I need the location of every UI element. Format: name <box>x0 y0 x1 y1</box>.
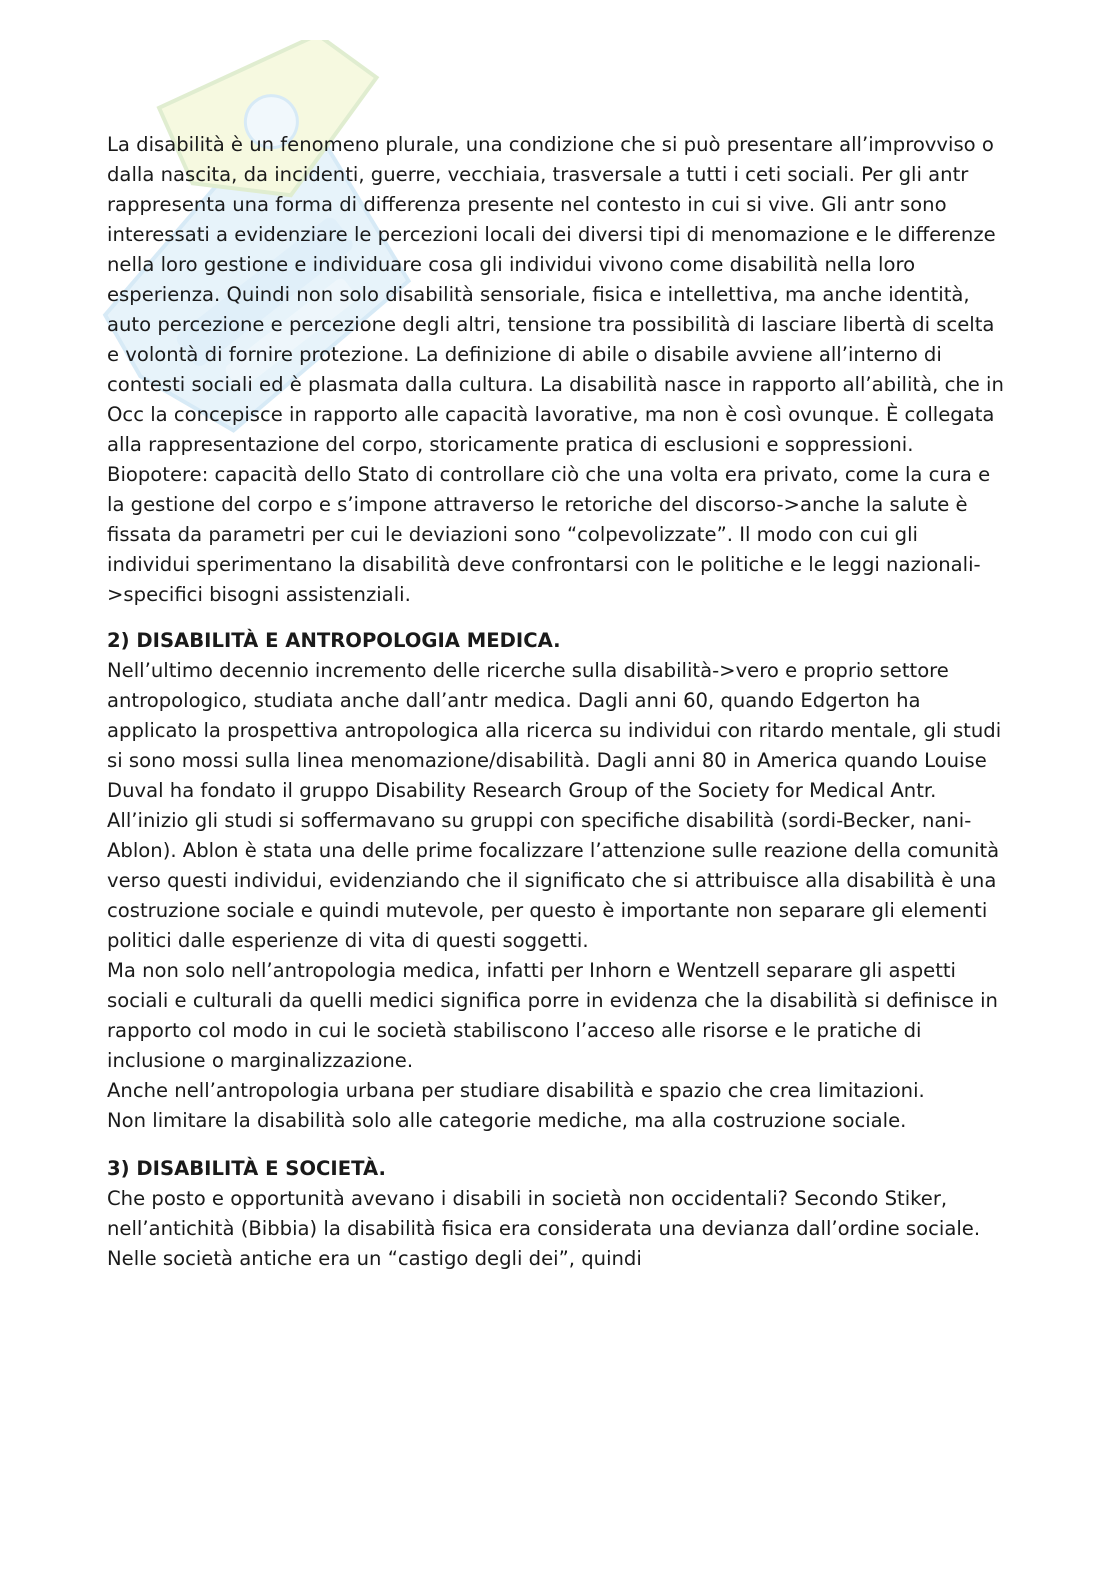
section-2-paragraph-1: Nell’ultimo decennio incremento delle ricerche sulla disabilità->vero e proprio settore antropologico, studiata anche dall’antr medica. Dagli anni 60, quando Edgerton ha applicato la prospettiva antropologica alla ricerca su individui con ritardo mentale, gli studi si sono mossi sulla linea menomazione/disabilità. Dagli anni 80 in America quando Louise Duval ha fondato il gruppo Disability Research Group of the Society for Medical Antr. All’inizio gli studi si soffermavano su gruppi con specifiche disabilità (sordi-Becker, nani-Ablon). Ablon è stata una delle prime focalizzare l’attenzione sulle reazione della comunità verso questi individui, evidenziando che il significato che si attribuisce alla disabilità è una costruzione sociale e quindi mutevole, per questo è importante non separare gli elementi politici dalle esperienze di vita di questi soggetti. <box>107 659 1002 952</box>
section-2-heading: 2) DISABILITÀ E ANTROPOLOGIA MEDICA. <box>107 629 561 652</box>
document-body <box>107 130 1007 1274</box>
section-2-paragraph-3: Anche nell’antropologia urbana per studiare disabilità e spazio che crea limitazioni. <box>107 1079 925 1102</box>
section-3-paragraph-1: Che posto e opportunità avevano i disabili in società non occidentali? Secondo Stiker, nell’antichità (Bibbia) la disabilità fisica era considerata una devianza dall’ordine sociale. Nelle società antiche era un “castigo degli dei”, quindi <box>107 1187 981 1270</box>
section-3-heading: 3) DISABILITÀ E SOCIETÀ. <box>107 1157 386 1180</box>
intro-paragraph: La disabilità è un fenomeno plurale, una condizione che si può presentare all’improvviso o dalla nascita, da incidenti, guerre, vecchiaia, trasversale a tutti i ceti sociali. Per gli antr rappresenta una forma di differenza presente nel contesto in cui si vive. Gli antr sono interessati a evidenziare le percezioni locali dei diversi tipi di menomazione e le differenze nella loro gestione e individuare cosa gli individui vivono come disabilità nella loro esperienza. Quindi non solo disabilità sensoriale, fisica e intellettiva, ma anche identità, auto percezione e percezione degli altri, tensione tra possibilità di lasciare libertà di scelta e volontà di fornire protezione. La definizione di abile o disabile avviene all’interno di contesti sociali ed è plasmata dalla cultura. La disabilità nasce in rapporto all’abilità, che in Occ la concepisce in rapporto alle capacità lavorative, ma non è così ovunque. È collegata alla rappresentazione del corpo, storicamente pratica di esclusioni e soppressioni. Biopotere: capacità dello Stato di controllare ciò che una volta era privato, come la cura e la gestione del corpo e s’impone attraverso le retoriche del discorso->anche la salute è fissata da parametri per cui le deviazioni sono “colpevolizzate”. Il modo con cui gli individui sperimentano la disabilità deve confrontarsi con le politiche e le leggi nazionali->specifici bisogni assistenziali. <box>107 133 1004 606</box>
section-2-paragraph-4: Non limitare la disabilità solo alle categorie mediche, ma alla costruzione sociale. <box>107 1109 907 1132</box>
section-2-paragraph-2: Ma non solo nell’antropologia medica, infatti per Inhorn e Wentzell separare gli aspetti sociali e culturali da quelli medici significa porre in evidenza che la disabilità si definisce in rapporto col modo in cui le società stabiliscono l’acceso alle risorse e le pratiche di inclusione o marginalizzazione. <box>107 959 998 1072</box>
